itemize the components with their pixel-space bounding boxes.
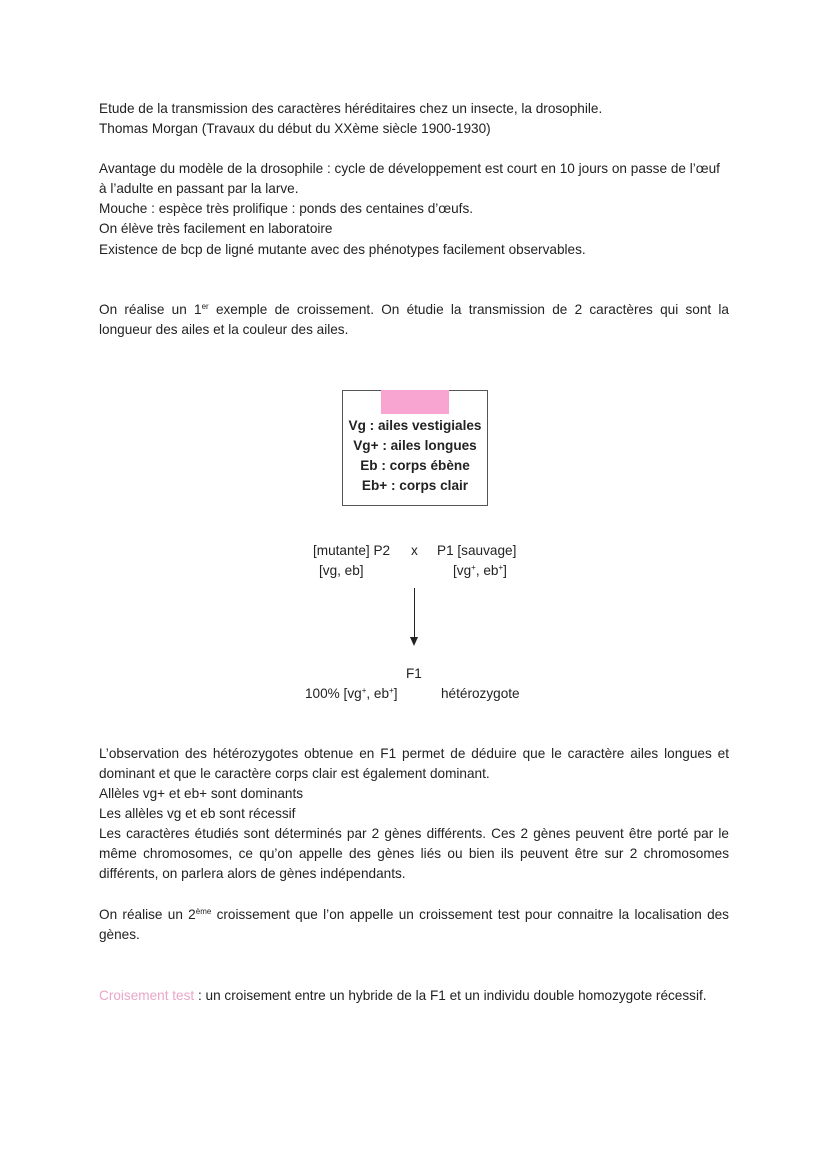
advantages-line-2: à l’adulte en passant par la larve.	[99, 181, 299, 196]
f1-result-sup: +	[361, 686, 367, 695]
intro-line-2: Thomas Morgan (Travaux du début du XXème siècle 1900-1930)	[99, 121, 491, 136]
first-cross-line-1	[99, 300, 729, 320]
genotype-sup: +	[471, 563, 476, 572]
first-cross-text-a: On réalise un 1	[99, 302, 202, 317]
box-pink-tab	[381, 390, 449, 414]
parent-left-label: [mutante] P2	[313, 543, 391, 558]
advantages-line-5: Existence de bcp de ligné mutante avec des phénotypes facilement observables.	[99, 242, 586, 257]
f1-result	[305, 684, 398, 704]
genotype-sup: +	[498, 563, 504, 572]
genotype-text: ]	[503, 563, 507, 578]
observation-line-2: dominant et que le caractère corps clair est également dominant.	[99, 766, 490, 781]
allele-legend-box	[342, 390, 488, 506]
second-cross-text-a: On réalise un 2	[99, 907, 196, 922]
genotype-right	[453, 561, 507, 581]
observation-line-4: Les allèles vg et eb sont récessif	[99, 806, 296, 821]
cross-symbol: x	[411, 543, 418, 558]
f1-result-sup: +	[389, 686, 394, 695]
first-cross-text-b: exemple de croissement. On étudie la transmission de 2 caractères qui sont la	[208, 302, 729, 317]
down-arrow-shaft	[414, 588, 415, 638]
observation-line-6: même chromosomes, ce qu’on appelle des gènes liés ou bien ils peuvent être sur 2 chromosomes	[99, 846, 729, 861]
genotype-text: [vg	[453, 563, 472, 578]
first-cross-line-2: longueur des ailes et la couleur des ailes.	[99, 322, 349, 337]
genotype-left: [vg, eb]	[319, 563, 364, 578]
advantages-line-1: Avantage du modèle de la drosophile : cycle de développement est court en 10 jours on passe de l’œuf	[99, 161, 720, 176]
advantages-line-4: On élève très facilement en laboratoire	[99, 221, 333, 236]
down-arrow-icon	[410, 637, 418, 646]
legend-item: Eb : corps ébène	[360, 458, 470, 473]
observation-line-1: L’observation des hétérozygotes obtenue en F1 permet de déduire que le caractère ailes longues et	[99, 746, 729, 761]
f1-result-text: ]	[393, 686, 398, 701]
second-cross-line-2: gènes.	[99, 927, 140, 942]
f1-result-text: , eb	[366, 686, 390, 701]
legend-item: Eb+ : corps clair	[361, 478, 469, 493]
f1-label: F1	[406, 666, 422, 681]
second-cross-text-b: croissement que l’on appelle un croissement test pour connaitre la localisation des	[211, 907, 729, 922]
second-cross-line-1	[99, 905, 729, 925]
first-cross-sup: er	[201, 302, 209, 311]
advantages-line-3: Mouche : espèce très prolifique : ponds des centaines d’œufs.	[99, 201, 474, 216]
parent-right-label: P1 [sauvage]	[437, 543, 517, 558]
observation-line-7: différents, on parlera alors de gènes indépendants.	[99, 866, 406, 881]
legend-item: Vg : ailes vestigiales	[348, 418, 482, 433]
genotype-text: , eb	[475, 563, 499, 578]
definition-line	[99, 986, 707, 1006]
intro-line-1: Etude de la transmission des caractères héréditaires chez un insecte, la drosophile.	[99, 101, 603, 116]
f1-type: hétérozygote	[441, 686, 520, 701]
second-cross-sup: ème	[195, 907, 212, 916]
definition-term: Croisement test	[99, 988, 195, 1003]
observation-line-5: Les caractères étudiés sont déterminés par 2 gènes différents. Ces 2 gènes peuvent être porté par le	[99, 826, 729, 841]
legend-item: Vg+ : ailes longues	[353, 438, 477, 453]
observation-line-3: Allèles vg+ et eb+ sont dominants	[99, 786, 304, 801]
definition-text: : un croisement entre un hybride de la F1 et un individu double homozygote récessif.	[194, 988, 707, 1003]
f1-result-text: 100% [vg	[305, 686, 362, 701]
